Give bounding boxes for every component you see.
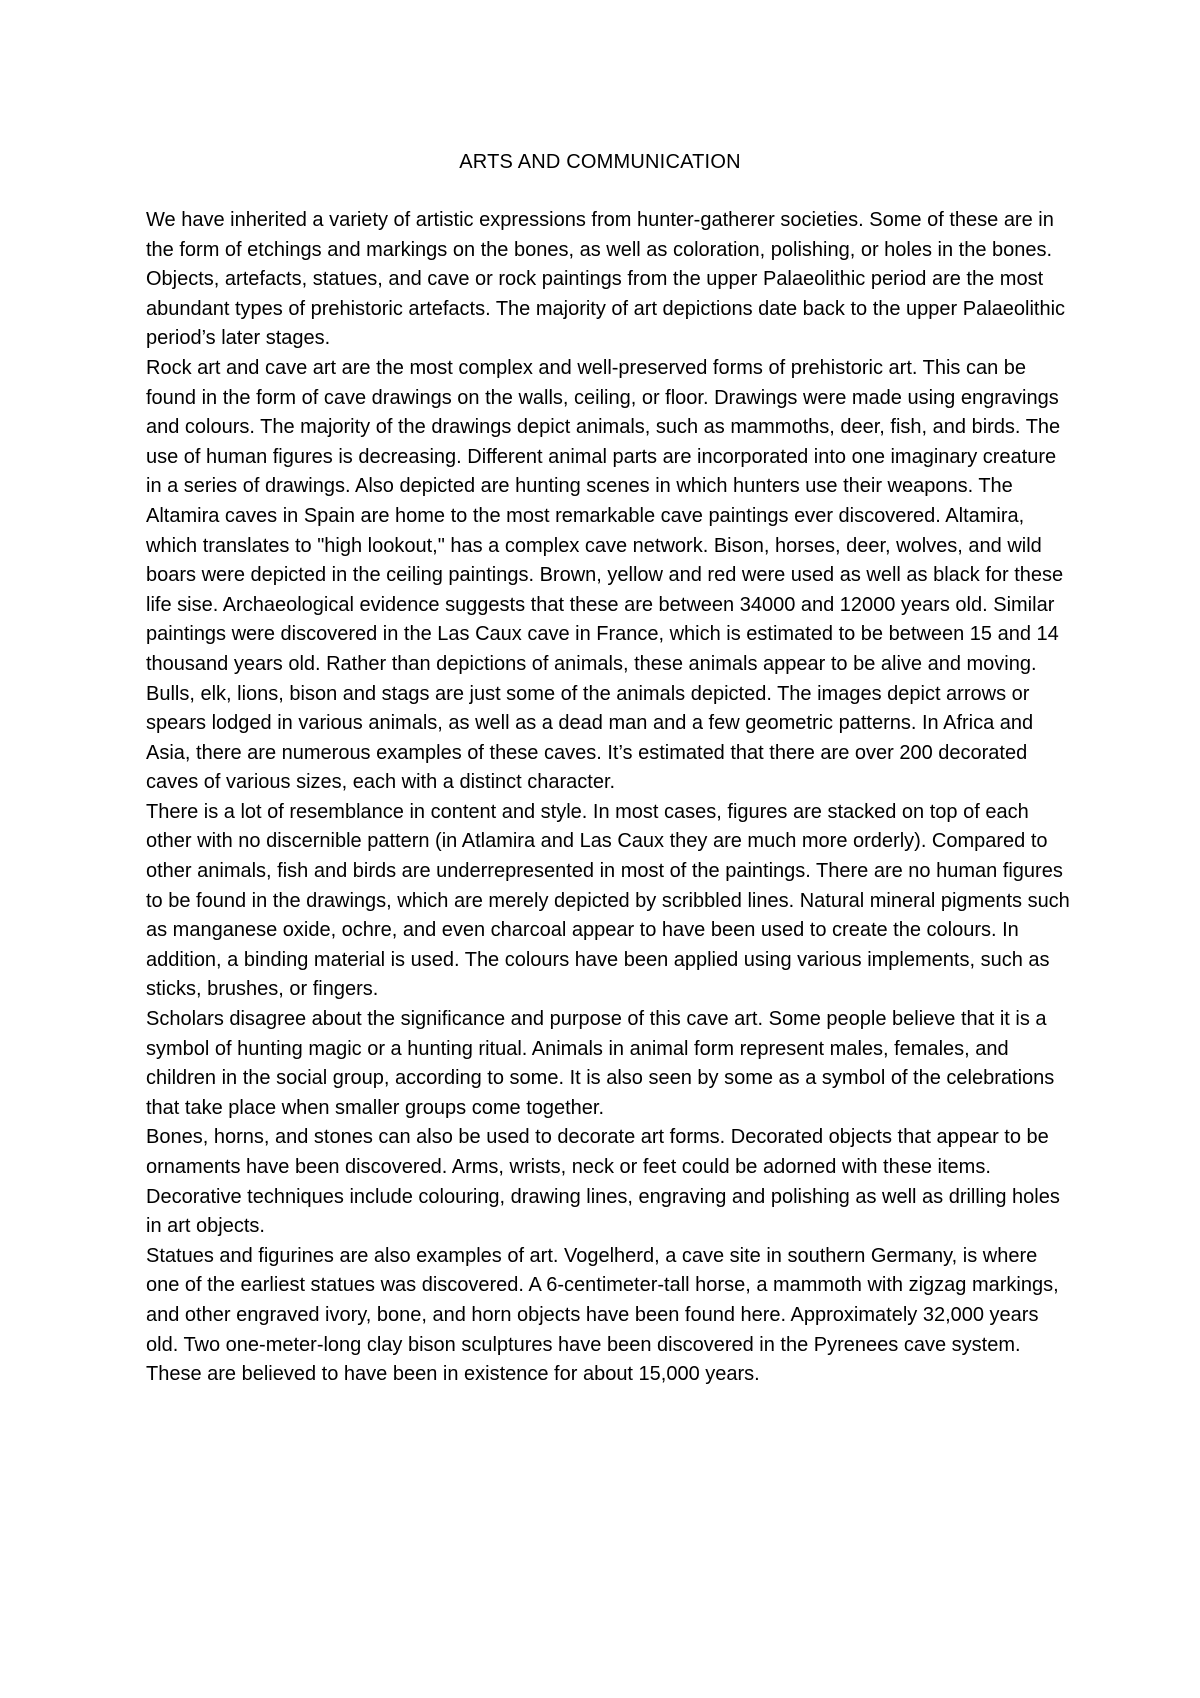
- document-body: [146, 206, 1076, 1390]
- paragraph-decorated-objects: Bones, horns, and stones can also be used to decorate art forms. Decorated objects that appear to be ornaments have been discovered. Arms, wrists, neck or feet could be adorned with these items. Decorative techniques include colouring, drawing lines, engraving and polishing as well as drilling holes in art objects.: [146, 1126, 1060, 1238]
- paragraph-content-and-style: There is a lot of resemblance in content and style. In most cases, figures are stacked on top of each other with no discernible pattern (in Atlamira and Las Caux they are much more orderly). Compared to other animals, fish and birds are underrepresented in most of the paintings. There are no human figures to be found in the drawings, which are merely depicted by scribbled lines. Natural mineral pigments such as manganese oxide, ochre, and even charcoal appear to have been used to create the colours. In addition, a binding material is used. The colours have been applied using various implements, such as sticks, brushes, or fingers.: [146, 800, 1070, 1001]
- document-title: ARTS AND COMMUNICATION: [459, 151, 741, 173]
- paragraph-statues-figurines: Statues and figurines are also examples of art. Vogelherd, a cave site in southern Germany, is where one of the earliest statues was discovered. A 6-centimeter-tall horse, a mammoth with zigzag markings, and other engraved ivory, bone, and horn objects have been found here. Approximately 32,000 years old. Two one-meter-long clay bison sculptures have been discovered in the Pyrenees cave system. These are believed to have been in existence for about 15,000 years.: [146, 1244, 1059, 1386]
- paragraph-rock-and-cave-art: Rock art and cave art are the most complex and well-preserved forms of prehistoric art. This can be found in the form of cave drawings on the walls, ceiling, or floor. Drawings were made using engravings and colours. The majority of the drawings depict animals, such as mammoths, deer, fish, and birds. The use of human figures is decreasing. Different animal parts are incorporated into one imaginary creature in a series of drawings. Also depicted are hunting scenes in which hunters use their weapons. The Altamira caves in Spain are home to the most remarkable cave paintings ever discovered. Altamira, which translates to "high lookout," has a complex cave network. Bison, horses, deer, wolves, and wild boars were depicted in the ceiling paintings. Brown, yellow and red were used as well as black for these life sise. Archaeological evidence suggests that these are between 34000 and 12000 years old. Similar paintings were discovered in the Las Caux cave in France, which is estimated to be between 15 and 14 thousand years old. Rather than depictions of animals, these animals appear to be alive and moving. Bulls, elk, lions, bison and stags are just some of the animals depicted. The images depict arrows or spears lodged in various animals, as well as a dead man and a few geometric patterns. In Africa and Asia, there are numerous examples of these caves. It’s estimated that there are over 200 decorated caves of various sizes, each with a distinct character.: [146, 356, 1064, 794]
- paragraph-significance: Scholars disagree about the significance and purpose of this cave art. Some people believe that it is a symbol of hunting magic or a hunting ritual. Animals in animal form represent males, females, and children in the social group, according to some. It is also seen by some as a symbol of the celebrations that take place when smaller groups come together.: [146, 1008, 1055, 1119]
- paragraph-hunter-gatherer-art: We have inherited a variety of artistic expressions from hunter-gatherer societies. Some of these are in the form of etchings and markings on the bones, as well as coloration, polishing, or holes in the bones. Objects, artefacts, statues, and cave or rock paintings from the upper Palaeolithic period are the most abundant types of prehistoric artefacts. The majority of art depictions date back to the upper Palaeolithic period’s later stages.: [146, 209, 1066, 350]
